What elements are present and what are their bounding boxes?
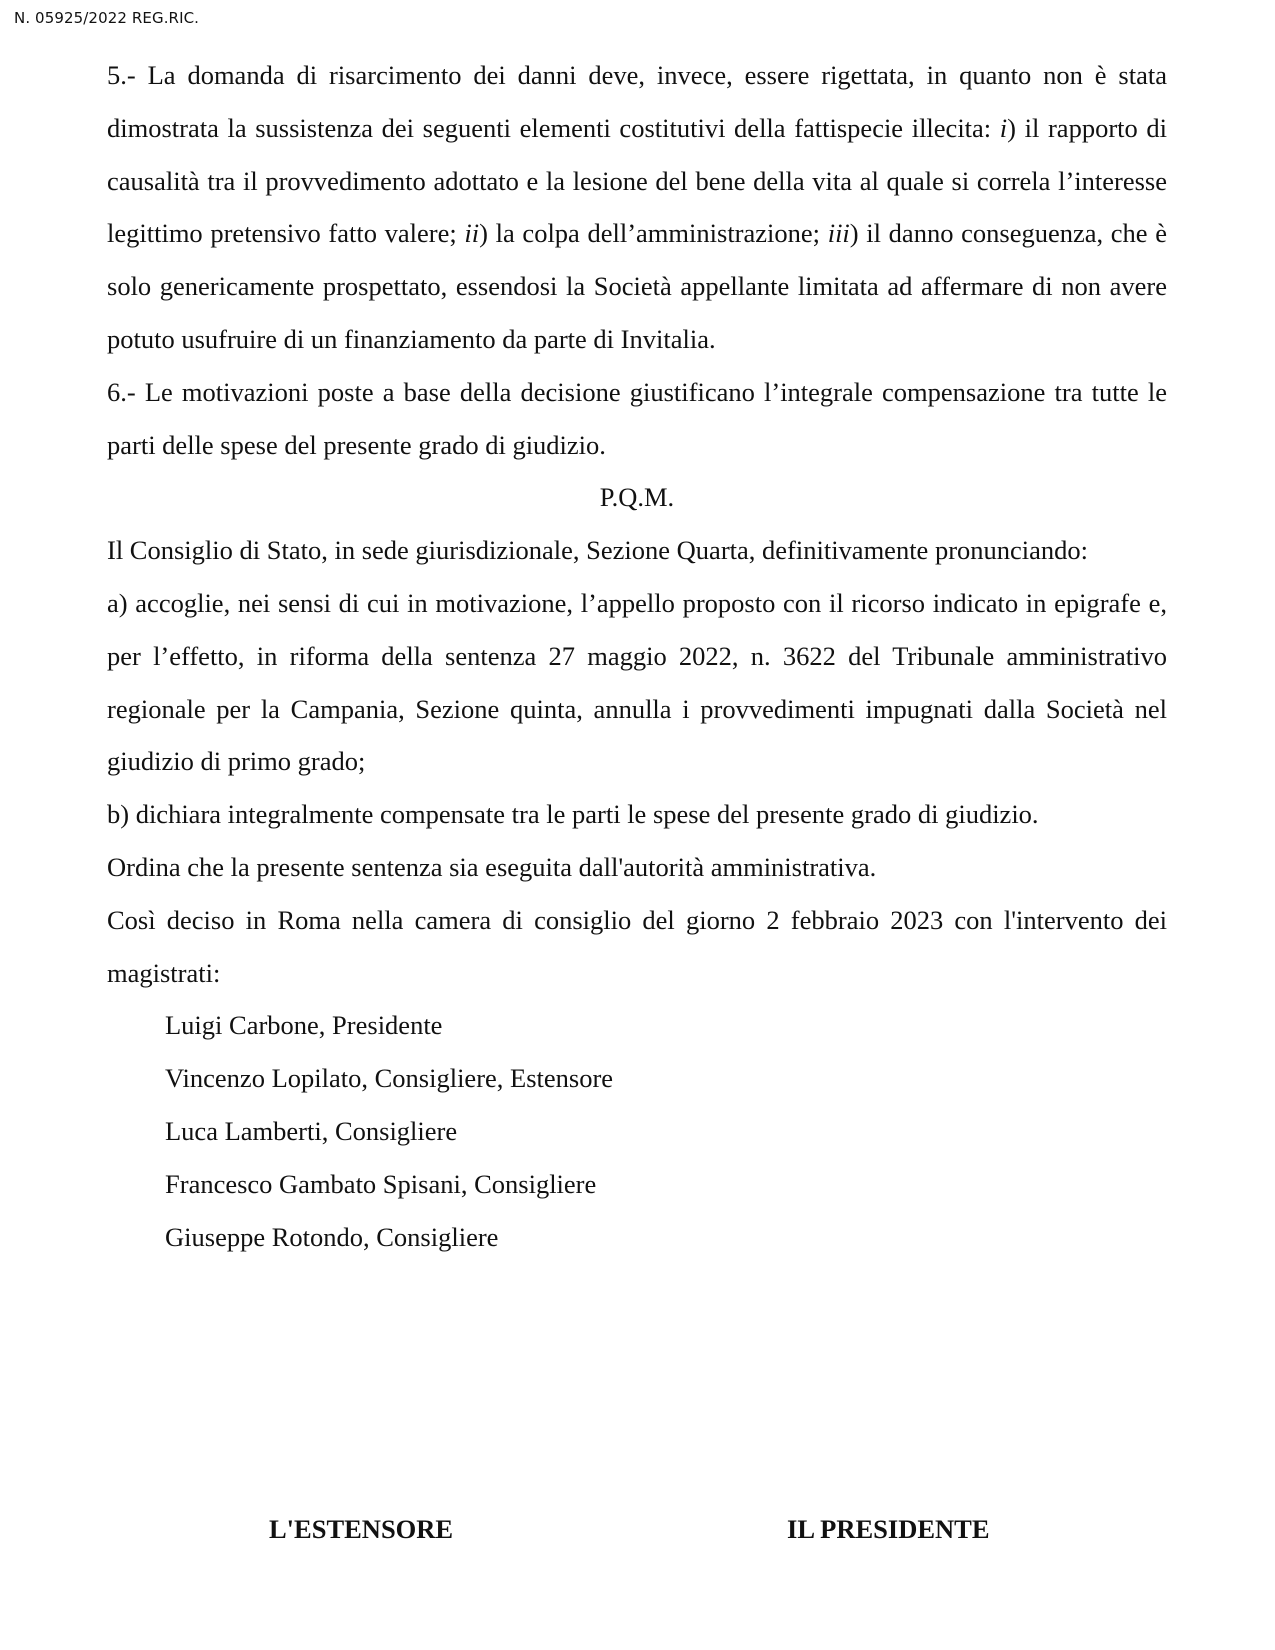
paragraph-5-part-c: ) la colpa dell’amministrazione; (479, 218, 828, 249)
document-body (107, 49, 1167, 1263)
paragraph-5-part-a: 5.- La domanda di risarcimento dei danni deve, invece, essere rigettata, in quanto non è stata dimostrata la sussistenza dei seguenti elementi costitutivi della fattispecie illecita: (107, 60, 1167, 143)
ruling-item-a: a) accoglie, nei sensi di cui in motivazione, l’appello proposto con il ricorso indicato in epigrafe e, per l’effetto, in riforma della sentenza 27 maggio 2022, n. 3622 del Tribunale amministrativo regionale per la Campania, Sezione quinta, annulla i provvedimenti impugnati dalla Società nel giudizio di primo grado; (107, 587, 1167, 777)
judge-item: Luca Lamberti, Consigliere (165, 1115, 458, 1146)
signature-presidente: IL PRESIDENTE (787, 1514, 990, 1544)
paragraph-5 (107, 49, 1167, 366)
marker-iii: iii (827, 218, 850, 249)
execution-order: Ordina che la presente sentenza sia eseguita dall'autorità amministrativa. (107, 851, 877, 882)
paragraph-5-part-b: ) il rapporto di causalità tra il provvedimento adottato e la lesione del bene della vita al quale si correla l’interesse legittimo pretensivo fatto valere; (107, 112, 1167, 249)
pqm-heading: P.Q.M. (599, 482, 675, 513)
decision-statement: Così deciso in Roma nella camera di consiglio del giorno 2 febbraio 2023 con l'intervento dei magistrati: (107, 904, 1167, 988)
ruling-intro: Il Consiglio di Stato, in sede giurisdizionale, Sezione Quarta, definitivamente pronunciando: (107, 535, 1089, 566)
judge-item: Vincenzo Lopilato, Consigliere, Estensore (165, 1063, 614, 1094)
judge-item: Luigi Carbone, Presidente (165, 1010, 443, 1041)
document-number-header: N. 05925/2022 REG.RIC. (14, 9, 200, 27)
judge-item: Francesco Gambato Spisani, Consigliere (165, 1168, 597, 1199)
signature-estensore: L'ESTENSORE (269, 1514, 454, 1544)
judge-item: Giuseppe Rotondo, Consigliere (165, 1221, 499, 1252)
ruling-item-b: b) dichiara integralmente compensate tra le parti le spese del presente grado di giudizio. (107, 799, 1039, 830)
marker-i: i (999, 112, 1008, 143)
paragraph-6: 6.- Le motivazioni poste a base della decisione giustificano l’integrale compensazione tra tutte le parti delle spese del presente grado di giudizio. (107, 376, 1167, 460)
judges-list (107, 999, 1167, 1263)
paragraph-5-part-d: ) il danno conseguenza, che è solo genericamente prospettato, essendosi la Società appellante limitata ad affermare di non avere potuto usufruire di un finanziamento da parte di Invitalia. (107, 218, 1167, 354)
marker-ii: ii (464, 218, 480, 249)
